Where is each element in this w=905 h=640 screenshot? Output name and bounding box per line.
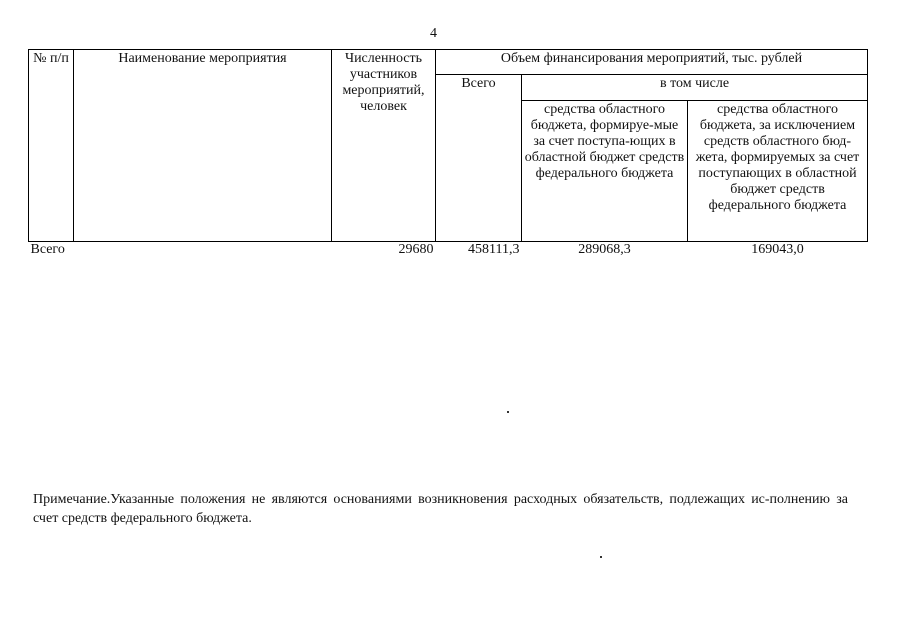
header-including: в том числе	[522, 75, 868, 101]
total-participants: 29680	[398, 242, 434, 257]
header-regional-excl-federal: средства областного бюджета, за исключением средств областного бюд-жета, формируемых за счет поступающих в областной бюджет средств федерального бюджета	[688, 101, 868, 242]
total-regional-from-federal: 289068,3	[578, 242, 631, 257]
total-label: Всего	[30, 242, 65, 257]
footnote: Примечание.Указанные положения не являются основаниями возникновения расходных обязательств, подлежащих ис-полнению за счет средств федерального бюджета.	[33, 492, 848, 526]
total-name-empty	[74, 242, 332, 261]
total-regional-excl-federal: 169043,0	[751, 242, 804, 257]
header-regional-from-federal: средства областного бюджета, формируе-мые за счет поступа-ющих в областной бюджет средств федерального бюджета	[522, 101, 688, 242]
header-name: Наименование мероприятия	[74, 50, 332, 242]
funding-table	[28, 49, 868, 260]
table-row-total	[29, 242, 868, 261]
header-funding-group: Объем финансирования мероприятий, тыс. рублей	[436, 50, 868, 75]
page-number: 4	[430, 26, 437, 41]
scan-speck	[600, 556, 602, 558]
total-funding: 458111,3	[468, 242, 520, 257]
header-num: № п/п	[29, 50, 74, 242]
scan-speck	[507, 411, 509, 413]
header-participants: Численность участников мероприятий, человек	[332, 50, 436, 242]
header-total: Всего	[436, 75, 522, 242]
